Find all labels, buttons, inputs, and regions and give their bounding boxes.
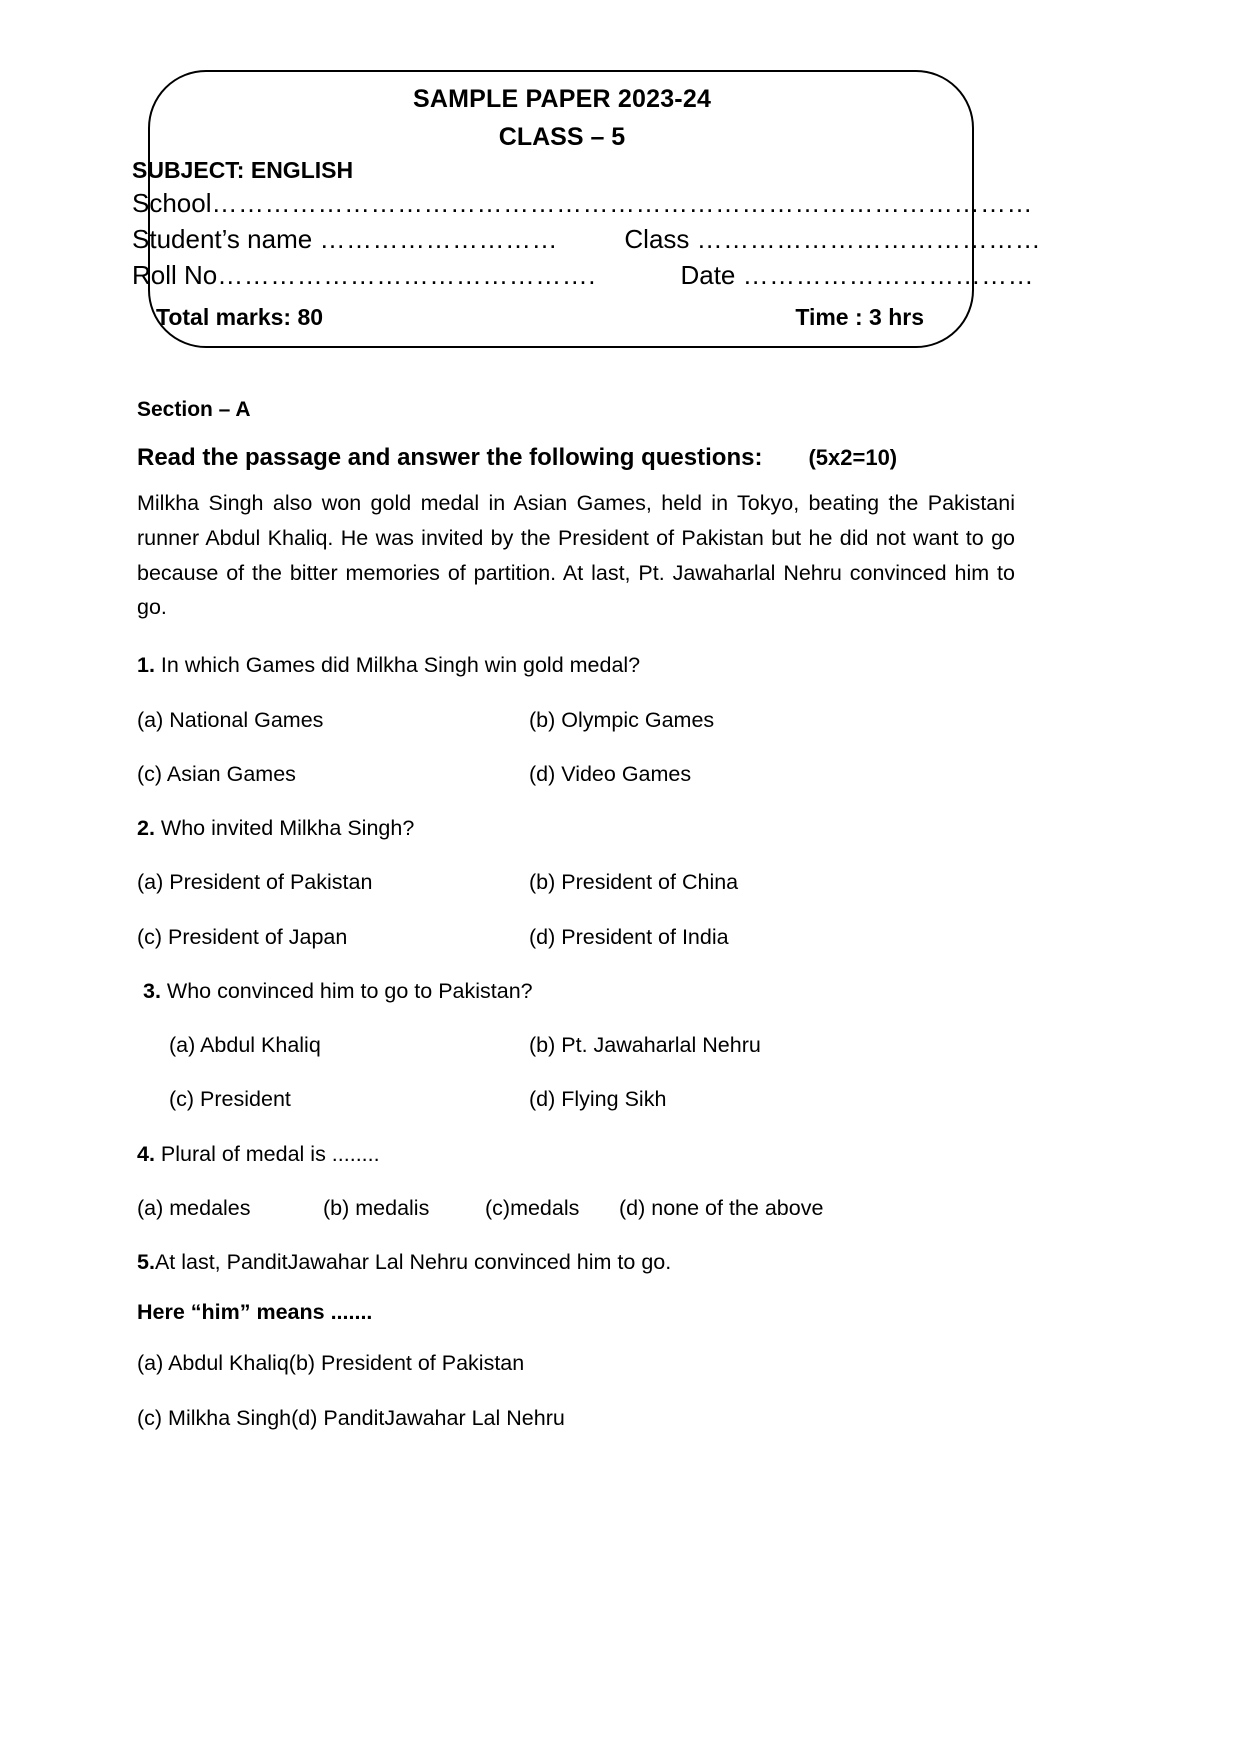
question-3-text: Who convinced him to go to Pakistan?: [166, 978, 533, 1003]
paper-title: SAMPLE PAPER 2023-24: [412, 85, 712, 113]
option-2a[interactable]: (a) President of Pakistan: [137, 870, 373, 895]
question-4-text: Plural of medal is ........: [160, 1141, 380, 1166]
question-3: [137, 975, 1015, 1007]
roll-no-and-date-row: [132, 258, 1035, 294]
question-5: [137, 1246, 1015, 1278]
option-3b[interactable]: (b) Pt. Jawaharlal Nehru: [529, 1033, 761, 1058]
question-1-options-row-2: [137, 758, 1015, 790]
question-1: [137, 649, 1015, 681]
question-2-text: Who invited Milkha Singh?: [160, 816, 415, 841]
option-1a[interactable]: (a) National Games: [137, 707, 324, 732]
paper-subject: SUBJECT: ENGLISH: [132, 157, 354, 183]
question-5-options-row-1: [137, 1347, 1015, 1379]
school-field: [132, 186, 1033, 222]
option-1b[interactable]: (b) Olympic Games: [529, 707, 715, 732]
question-5-text: At last, PanditJawahar Lal Nehru convinced him to go.: [154, 1250, 672, 1275]
student-name-label: Student’s name: [132, 223, 313, 254]
header-footer-row: [132, 304, 982, 331]
option-5cd[interactable]: (c) Milkha Singh(d) PanditJawahar Lal Nehru: [137, 1405, 565, 1430]
instruction-row: [137, 444, 1015, 472]
option-2c[interactable]: (c) President of Japan: [137, 924, 348, 949]
question-2: [137, 812, 1015, 844]
option-2d[interactable]: (d) President of India: [529, 924, 729, 949]
paper-class: CLASS – 5: [498, 122, 626, 151]
question-3-options-row-1: [137, 1029, 1015, 1061]
time-allowed: Time : 3 hrs: [795, 303, 924, 330]
option-4b[interactable]: (b) medalis: [323, 1195, 430, 1220]
question-4-options-row: [137, 1192, 1015, 1224]
question-3-number: 3.: [143, 978, 161, 1003]
question-5-subheading: Here “him” means .......: [137, 1300, 373, 1325]
question-4-number: 4.: [137, 1141, 155, 1166]
option-4d[interactable]: (d) none of the above: [619, 1195, 824, 1220]
instruction-text: Read the passage and answer the following questions:: [137, 444, 763, 471]
section-label: Section – A: [137, 398, 251, 421]
student-name-dots[interactable]: ………………………: [319, 223, 558, 254]
class-dots[interactable]: …………………………………: [696, 223, 1042, 254]
option-5ab[interactable]: (a) Abdul Khaliq(b) President of Pakistan: [137, 1351, 525, 1376]
date-dots[interactable]: ……………………………: [742, 259, 1035, 290]
option-4a[interactable]: (a) medales: [137, 1195, 251, 1220]
question-1-options-row-1: [137, 704, 1015, 736]
header-content: [132, 70, 1042, 348]
exam-header-box: [132, 70, 1042, 348]
option-1c[interactable]: (c) Asian Games: [137, 761, 296, 786]
total-marks: Total marks: 80: [156, 303, 324, 330]
roll-no-label: Roll No: [132, 259, 218, 290]
question-3-options-row-2: [137, 1083, 1015, 1115]
option-4c[interactable]: (c)medals: [485, 1195, 580, 1220]
student-name-and-class-row: [132, 222, 1042, 258]
question-5-options-row-2: [137, 1402, 1015, 1434]
exam-body: [137, 398, 1015, 1456]
option-2b[interactable]: (b) President of China: [529, 870, 739, 895]
date-label: Date: [680, 259, 736, 290]
question-1-number: 1.: [137, 653, 155, 678]
question-2-options-row-2: [137, 921, 1015, 953]
reading-passage: Milkha Singh also won gold medal in Asian Games, held in Tokyo, beating the Pakistani runner Abdul Khaliq. He was invited by the President of Pakistan but he did not want to go because of the bitter memories of partition. At last, Pt. Jawaharlal Nehru convinced him to go.: [137, 491, 1015, 620]
question-4: [137, 1138, 1015, 1170]
question-5-number: 5.: [137, 1250, 155, 1275]
question-1-text: In which Games did Milkha Singh win gold medal?: [160, 653, 641, 678]
class-label: Class: [624, 223, 690, 254]
question-2-options-row-1: [137, 866, 1015, 898]
option-1d[interactable]: (d) Video Games: [529, 761, 692, 786]
instruction-marks: (5x2=10): [808, 445, 898, 470]
roll-no-dots[interactable]: …………………………………….: [217, 259, 596, 290]
option-3d[interactable]: (d) Flying Sikh: [529, 1087, 667, 1112]
option-3a[interactable]: (a) Abdul Khaliq: [169, 1033, 321, 1058]
school-dots[interactable]: …………………………………………………………………………………: [211, 188, 1033, 218]
school-label: School: [132, 188, 212, 218]
option-3c[interactable]: (c) President: [169, 1087, 291, 1112]
question-2-number: 2.: [137, 816, 155, 841]
